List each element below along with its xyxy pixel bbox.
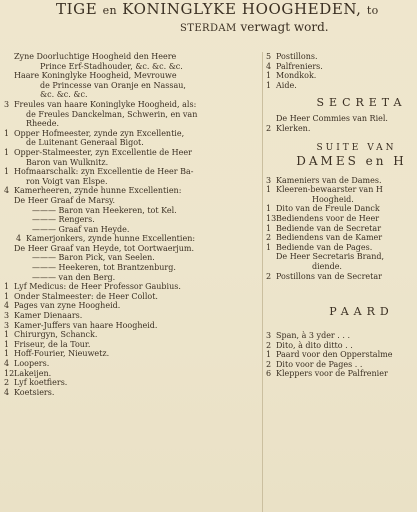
list-item (4, 196, 262, 206)
item-text: Postillons van de Secretar (276, 271, 382, 281)
list-item (266, 252, 417, 262)
list-item (4, 388, 262, 398)
list-item (266, 62, 417, 72)
item-text: Kamerjonkers, zynde hunne Excellentien: (26, 234, 196, 244)
item-text: de Freules Danckelman, Schwerin, en van (26, 109, 198, 119)
item-count: 2 (266, 123, 272, 133)
item-text: De Heer Graaf van Heyde, tot Oortwaerjum. (14, 243, 195, 253)
list-item (4, 177, 262, 187)
item-count: 2 (266, 340, 272, 350)
list-item (4, 186, 262, 196)
item-text: Kamerheeren, zynde hunne Excellentien: (14, 186, 182, 196)
list-item (4, 71, 262, 81)
list-item (266, 114, 417, 124)
section-title-horses: PAARD (329, 305, 394, 319)
list-item (4, 369, 262, 379)
list-item (4, 225, 262, 235)
list-item (266, 195, 417, 205)
list-item (4, 311, 262, 321)
item-text: Baron van Wulknitz. (26, 157, 109, 167)
header-word: TIGE (56, 0, 98, 18)
header-word: KONINGLYKE HOOGHEDEN, (122, 0, 362, 18)
list-item (4, 263, 262, 273)
list-item (4, 340, 262, 350)
item-text: Bediendens van de Kamer (276, 233, 383, 243)
list-item (4, 273, 262, 283)
list-item (266, 233, 417, 243)
item-count: 1 (4, 147, 10, 157)
header-word: STERDAM (180, 23, 237, 34)
item-text: Chirurgyn, Schanck. (14, 330, 98, 340)
item-text: Zyne Doorluchtige Hoogheid den Heere (14, 52, 177, 61)
item-text: Dito voor de Pages . . (276, 359, 363, 369)
list-item (4, 330, 262, 340)
item-count: 5 (266, 52, 272, 61)
list-item (4, 378, 262, 388)
item-text: ron Voigt van Elspe. (26, 176, 108, 186)
list-item (4, 301, 262, 311)
item-count: 4 (266, 61, 272, 71)
item-count: 3 (266, 331, 272, 341)
item-count: 2 (4, 378, 10, 388)
list-item (266, 124, 417, 134)
list-item (4, 52, 262, 62)
item-count: 4 (4, 301, 10, 311)
list-item (266, 214, 417, 224)
list-item (4, 359, 262, 369)
item-count: 13 (266, 213, 277, 223)
item-text: Kamer-Juffers van haare Hoogheid. (14, 320, 158, 330)
list-item (266, 185, 417, 195)
list-item (4, 119, 262, 129)
item-text: Rheede. (26, 119, 60, 129)
list-item (266, 176, 417, 186)
item-text: Loopers. (14, 359, 50, 368)
item-text: Kleppers voor de Palfrenier (276, 369, 388, 379)
item-count: 1 (266, 80, 272, 90)
list-item (266, 369, 417, 379)
section-title-suite: SUITE VAN (316, 142, 397, 153)
item-count: 6 (266, 369, 272, 379)
list-item (4, 167, 262, 177)
list-item (266, 52, 417, 62)
header-word: verwagt word. (240, 20, 329, 34)
header-line-1 (56, 0, 417, 20)
list-item (4, 282, 262, 292)
list-item (266, 81, 417, 91)
item-count: 4 (4, 359, 10, 368)
item-text: De Heer Commies van Riel. (276, 114, 388, 124)
header-word: en (102, 4, 117, 17)
staff-list (266, 52, 417, 90)
item-text: Aide. (276, 80, 297, 90)
item-text: De Heer Graaf de Marsy. (14, 195, 116, 205)
item-count: 3 (4, 311, 10, 321)
item-text: Bediendens voor de Heer (276, 213, 380, 223)
section-title-secretaries: SECRETA (316, 96, 407, 110)
item-text: Freules van haare Koninglyke Hoogheid, als: (14, 99, 197, 109)
list-item (266, 262, 417, 272)
list-item (4, 81, 262, 91)
item-text: Paard voor den Opperstalme (276, 350, 393, 360)
item-text: Opper-Stalmeester, zyn Excellentie de Heer (14, 147, 192, 157)
section-title-dames: DAMES en H (296, 153, 407, 168)
item-count: 1 (4, 330, 10, 340)
list-item (266, 341, 417, 351)
item-count: 1 (266, 242, 272, 252)
item-count: 3 (266, 175, 272, 185)
list-item (266, 272, 417, 282)
item-text: &c. &c. &c. (40, 90, 88, 100)
item-count: 4 (4, 186, 10, 196)
list-item (4, 206, 262, 216)
item-count: 1 (266, 350, 272, 360)
item-count: 3 (4, 99, 10, 109)
list-item (4, 62, 262, 72)
horses-list (266, 331, 417, 379)
item-count: 1 (4, 291, 10, 301)
item-text: Friseur, de la Tour. (14, 339, 91, 349)
list-item (4, 148, 262, 158)
suite-list (266, 176, 417, 282)
list-item (4, 158, 262, 168)
item-count: 1 (266, 185, 272, 195)
list-item (266, 243, 417, 253)
item-text: Haare Koninglyke Hoogheid, Mevrouwe (14, 71, 177, 81)
left-column (4, 52, 262, 397)
item-text: Lakeijen. (14, 368, 52, 378)
item-text: Postillons. (276, 52, 318, 61)
list-item (4, 90, 262, 100)
list-item (266, 204, 417, 214)
list-item (266, 71, 417, 81)
item-count: 12 (4, 368, 15, 378)
header-word: to (366, 4, 379, 17)
list-item (4, 321, 262, 331)
item-text: Hoogheid. (312, 194, 354, 204)
item-text: diende. (312, 261, 342, 271)
item-text: de Princesse van Oranje en Nassau, (40, 80, 186, 90)
column-divider (262, 52, 263, 512)
item-text: ——— van den Berg. (32, 272, 116, 282)
item-text: Pages van zyne Hoogheid. (14, 301, 121, 311)
item-text: Hoff-Fourier, Nieuwetz. (14, 349, 110, 359)
list-item (4, 110, 262, 120)
item-count: 2 (266, 233, 272, 243)
item-text: Kameniers van de Dames. (276, 175, 382, 185)
item-text: Onder Stalmeester: de Heer Collot. (14, 291, 158, 301)
item-count: 1 (4, 167, 10, 177)
item-text: ——— Baron Pick, van Seelen. (32, 253, 155, 263)
secretaries-list (266, 114, 417, 133)
list-item (4, 129, 262, 139)
item-text: Dito, à dito ditto . . (276, 340, 353, 350)
list-item (4, 253, 262, 263)
item-text: Bediende van de Secretar (276, 223, 382, 233)
item-text: Mondkok. (276, 71, 317, 81)
item-count: 1 (4, 128, 10, 138)
item-text: ——— Rengers. (32, 215, 95, 225)
item-text: Klerken. (276, 123, 311, 133)
item-count: 1 (4, 349, 10, 359)
list-item (266, 224, 417, 234)
item-count: 4 (16, 234, 22, 244)
list-item (266, 331, 417, 341)
item-text: Lyf Medicus: de Heer Professor Gaubius. (14, 282, 181, 292)
list-item (4, 234, 262, 244)
item-text: ——— Heekeren, tot Brantzenburg. (32, 263, 176, 273)
list-item (4, 244, 262, 254)
item-text: Koetsiers. (14, 387, 55, 397)
item-count: 1 (266, 71, 272, 81)
list-item (4, 100, 262, 110)
right-column (266, 52, 417, 379)
header-line-2 (180, 20, 329, 36)
item-text: Kamer Dienaars. (14, 311, 83, 321)
item-count: 2 (266, 271, 272, 281)
item-text: Lyf koetfiers. (14, 378, 68, 388)
list-item (4, 349, 262, 359)
list-item (4, 215, 262, 225)
item-text: De Heer Secretaris Brand, (276, 252, 385, 262)
item-text: ——— Baron van Heekeren, tot Kel. (32, 205, 177, 215)
item-count: 4 (4, 387, 10, 397)
item-text: Palfreniers. (276, 61, 323, 71)
item-text: Bediende van de Pages. (276, 242, 373, 252)
list-item (4, 138, 262, 148)
item-text: ——— Graaf van Heyde. (32, 224, 130, 234)
item-count: 1 (4, 282, 10, 292)
item-text: Kleeren-bewaarster van H (276, 185, 383, 195)
item-text: de Luitenant Generaal Bigot. (26, 138, 144, 148)
item-text: Span, à 3 yder . . . (276, 331, 351, 341)
list-item (266, 350, 417, 360)
item-count: 3 (4, 320, 10, 330)
item-count: 1 (266, 223, 272, 233)
item-text: Hofmaarschalk: zyn Excellentie de Heer Ba- (14, 167, 194, 177)
list-item (4, 292, 262, 302)
list-item (266, 360, 417, 370)
item-count: 1 (4, 339, 10, 349)
item-text: Prince Erf-Stadhouder, &c. &c. &c. (40, 61, 183, 71)
item-text: Opper Hofmeester, zynde zyn Excellentie, (14, 128, 185, 138)
item-count: 2 (266, 359, 272, 369)
item-count: 1 (266, 204, 272, 214)
item-text: Dito van de Freule Danck (276, 204, 380, 214)
